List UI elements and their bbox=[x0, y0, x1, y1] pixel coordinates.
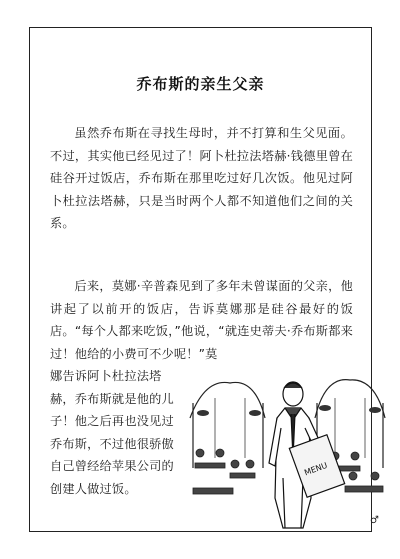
paragraph-1: 虽然乔布斯在寻找生母时，并不打算和生父见面。不过，其实他已经见过了！阿卜杜拉法塔赫·钱德里曾在硅谷开过饭店，乔布斯在那里吃过好几次饭。他见过阿卜杜拉法塔赫，只是当时两个人都不知道他们之间的关系。 bbox=[50, 126, 353, 231]
paragraph-2: 后来，莫娜·辛普森见到了多年未曾谋面的父亲，他讲起了以前开的饭店，告诉莫娜那是硅谷最好的饭店。“每个人都来吃饭，”他说，“就连史蒂夫·乔布斯都来过！他给的小费可不少呢！”莫 bbox=[50, 279, 353, 361]
restaurant-owner-illustration bbox=[185, 358, 390, 530]
page-frame bbox=[29, 27, 379, 532]
menu-board-label: MENU bbox=[303, 460, 329, 478]
artist-signature: ♂ bbox=[370, 515, 379, 526]
page-title: 乔布斯的亲生父亲 bbox=[136, 75, 265, 93]
paragraph-2-continued: 娜告诉阿卜杜拉法塔赫，乔布斯就是他的儿子！他之后再也没见过乔布斯，不过他很骄傲自己曾经给苹果公司的创建人做过饭。 bbox=[50, 369, 174, 496]
